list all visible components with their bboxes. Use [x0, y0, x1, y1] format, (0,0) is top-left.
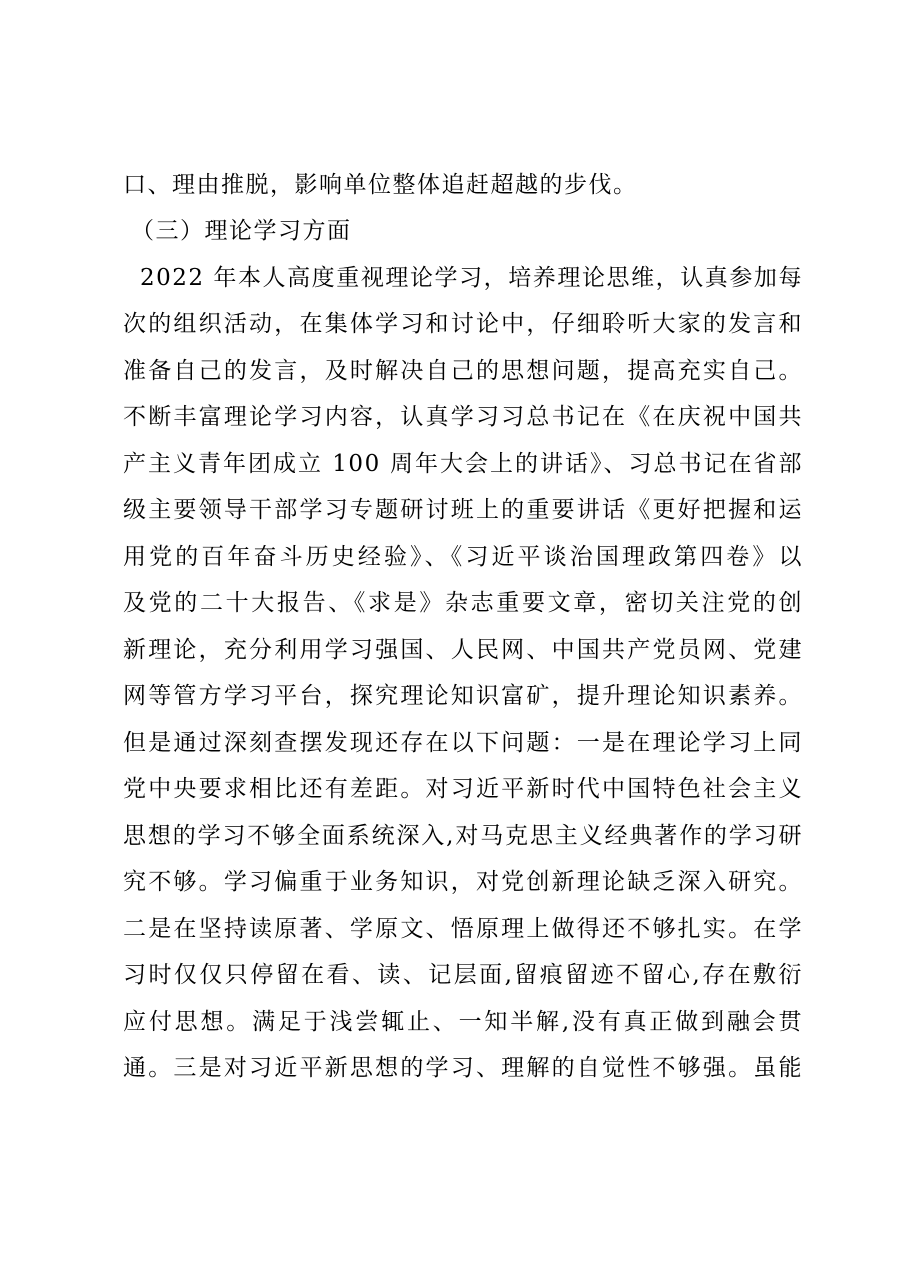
- text-line: 习时仅仅只停留在看、读、记层面,留痕留迹不留心,存在敷衍: [123, 962, 803, 988]
- text-line: 及党的二十大报告、《求是》杂志重要文章，密切关注党的创: [123, 590, 803, 616]
- text-line: 准备自己的发言，及时解决自己的思想问题，提高充实自己。: [123, 358, 803, 384]
- text-line: 思想的学习不够全面系统深入,对马克思主义经典著作的学习研: [123, 823, 803, 849]
- text-line: 二是在坚持读原著、学原文、悟原理上做得还不够扎实。在学: [123, 916, 803, 942]
- text-line: 究不够。学习偏重于业务知识，对党创新理论缺乏深入研究。: [123, 869, 803, 895]
- text-line: 不断丰富理论学习内容，认真学习习总书记在《在庆祝中国共: [123, 404, 803, 430]
- text-line: 产主义青年团成立 100 周年大会上的讲话》、习总书记在省部: [123, 451, 803, 477]
- text-line: 新理论，充分利用学习强国、人民网、中国共产党员网、党建: [123, 637, 803, 663]
- text-line: 但是通过深刻查摆发现还存在以下问题：一是在理论学习上同: [123, 730, 803, 756]
- text-line: 网等管方学习平台，探究理论知识富矿，提升理论知识素养。: [123, 683, 803, 709]
- text-line: 应付思想。满足于浅尝辄止、一知半解,没有真正做到融会贯: [123, 1009, 803, 1035]
- text-line: 口、理由推脱，影响单位整体追赶超越的步伐。: [123, 172, 638, 198]
- text-line: 次的组织活动，在集体学习和讨论中，仔细聆听大家的发言和: [123, 311, 803, 337]
- text-line: 级主要领导干部学习专题研讨班上的重要讲话《更好把握和运: [123, 497, 803, 523]
- text-line: 党中央要求相比还有差距。对习近平新时代中国特色社会主义: [123, 776, 803, 802]
- text-line: 2022 年本人高度重视理论学习，培养理论思维，认真参加每: [140, 265, 803, 291]
- text-line: 通。三是对习近平新思想的学习、理解的自觉性不够强。虽能: [123, 1055, 803, 1081]
- text-line: 用党的百年奋斗历史经验》、《习近平谈治国理政第四卷》以: [123, 544, 803, 570]
- section-heading: （三）理论学习方面: [131, 218, 352, 244]
